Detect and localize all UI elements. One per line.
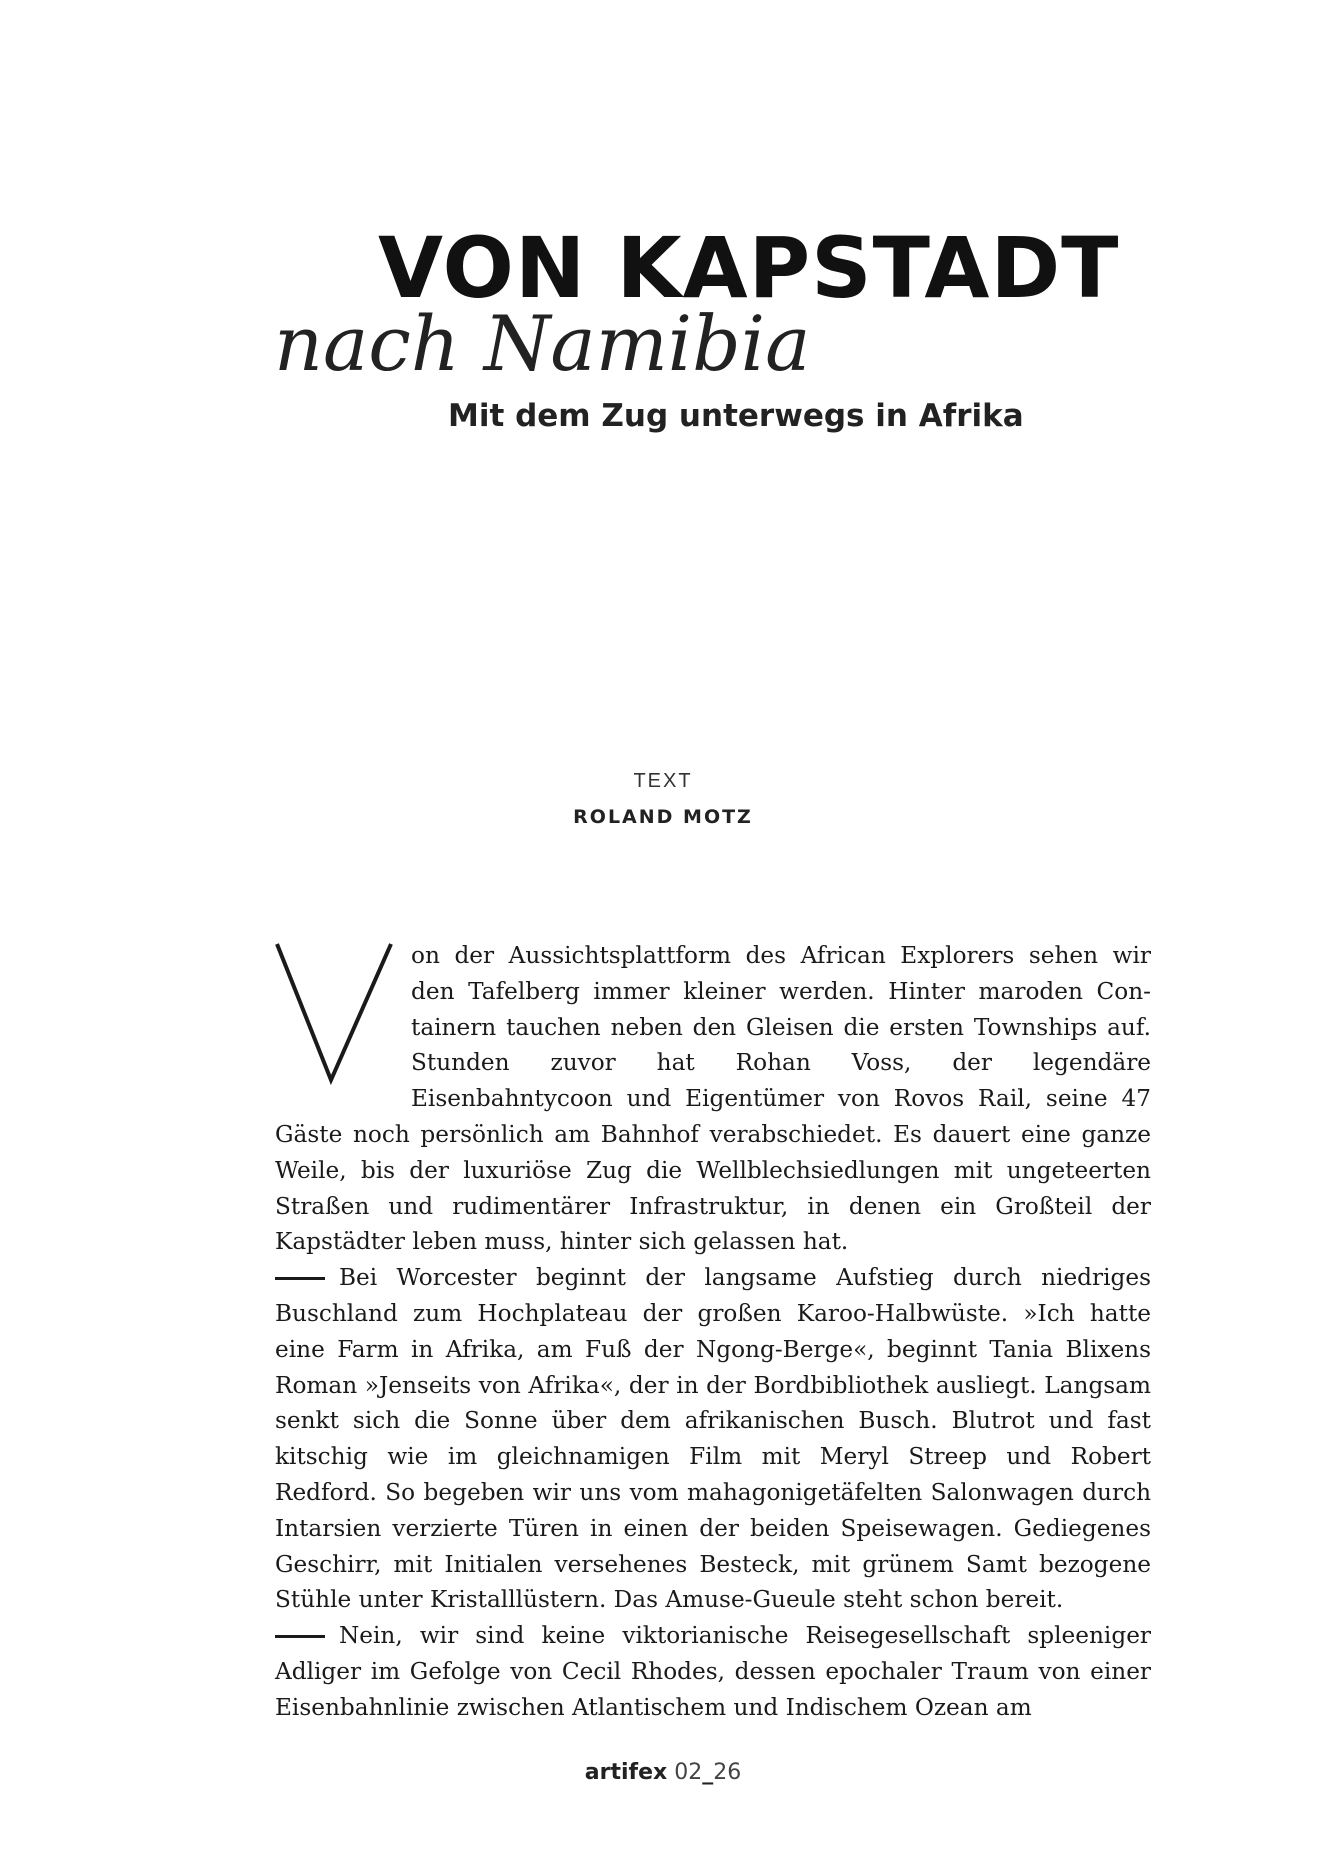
paragraph-1	[275, 938, 1151, 1260]
article-title-secondary: nach Namibia	[274, 299, 811, 388]
credit-label: TEXT	[633, 770, 693, 792]
paragraph-2	[275, 1260, 1151, 1618]
article-subtitle: Mit dem Zug unterwegs in Afrika	[448, 398, 1024, 434]
page-footer	[0, 1760, 1326, 1785]
article-body	[275, 938, 1151, 1726]
paragraph-1-text: on der Aussichtsplattform des African Explorers sehen wir den Tafelberg immer kleiner werden. Hinter maroden Containern tauchen neben den Gleisen die ersten Townships auf. Stunden zuvor hat Rohan Voss, der legendäre Eisenbahntycoon und Eigentümer von Rovos Rail, seine 47 Gäste noch persönlich am Bahnhof verabschiedet. Es dauert eine ganze Weile, bis der luxuriöse Zug die Wellblechsiedlungen mit ungeteerten Straßen und rudimentärer Infrastruktur, in denen ein Großteil der Kapstädter leben muss, hinter sich gelassen hat.	[275, 942, 1151, 1256]
issue-separator: _	[702, 1760, 714, 1785]
paragraph-3-text: Nein, wir sind keine viktorianische Reisegesellschaft spleeniger Adliger im Gefolge von Cecil Rhodes, dessen epochaler Traum von einer Eisenbahnlinie zwischen Atlantischem und Indischem Ozean am	[275, 1622, 1151, 1721]
paragraph-dash	[275, 1277, 325, 1280]
paragraph-2-text: Bei Worcester beginnt der langsame Aufstieg durch niedriges Buschland zum Hochplateau der großen Karoo-Halbwüste. »Ich hatte eine Farm in Afrika, am Fuß der Ngong-Berge«, beginnt Tania Blixens Roman »Jenseits von Afrika«, der in der Bordbibliothek ausliegt. Langsam senkt sich die Sonne über dem afrikanischen Busch. Blutrot und fast kitschig wie im gleichnamigen Film mit Meryl Streep und Robert Redford. So begeben wir uns vom mahagonigetäfelten Salonwagen durch Intarsien verzierte Türen in einen der beiden Speisewagen. Gediegenes Geschirr, mit Initialen versehenes Besteck, mit grünem Samt bezogene Stühle unter Kristalllüstern. Das Amuse-Gueule steht schon bereit.	[275, 1264, 1151, 1614]
paragraph-3	[275, 1618, 1151, 1725]
dropcap-v-glyph	[273, 938, 401, 1086]
author-name: ROLAND MOTZ	[573, 806, 753, 828]
magazine-name: artifex	[584, 1760, 668, 1785]
issue-number: 02	[674, 1760, 703, 1785]
page-number: 26	[713, 1760, 742, 1785]
article-title: VON KAPSTADT	[378, 219, 1120, 317]
paragraph-dash	[275, 1635, 325, 1638]
dropcap-letter	[273, 938, 401, 1086]
